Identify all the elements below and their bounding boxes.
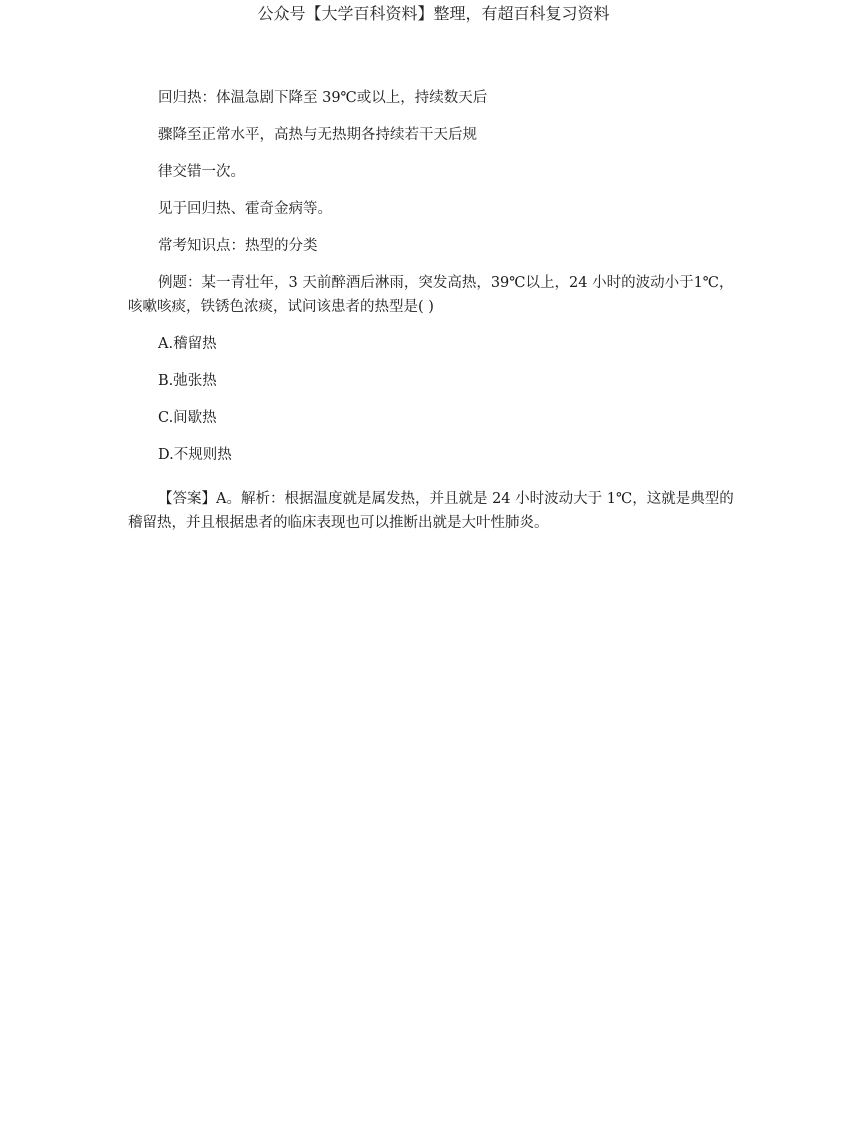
paragraph-relapsing-fever-2: 骤降至正常水平，高热与无热期各持续若干天后规	[158, 127, 477, 143]
option-c: C.间歇热	[158, 410, 217, 426]
answer-explanation: 【答案】A。解析：根据温度就是属发热，并且就是 24 小时波动大于 1℃，这就是典型的稽留热，并且根据患者的临床表现也可以推断出就是大叶性肺炎。	[128, 491, 734, 531]
paragraph-knowledge-point: 常考知识点：热型的分类	[158, 238, 318, 254]
document-body	[128, 86, 738, 548]
option-a: A.稽留热	[158, 336, 217, 352]
paragraph-seen-in: 见于回归热、霍奇金病等。	[158, 201, 332, 217]
option-d: D.不规则热	[158, 447, 232, 463]
paragraph-example-question: 例题：某一青壮年，3 天前醉酒后淋雨，突发高热，39℃以上，24 小时的波动小于1℃，咳嗽咳痰，铁锈色浓痰，试问该患者的热型是( )	[128, 275, 734, 315]
paragraph-relapsing-fever-3: 律交错一次。	[158, 164, 245, 180]
option-b: B.弛张热	[158, 373, 217, 389]
page-header: 公众号【大学百科资料】整理，有超百科复习资料	[257, 4, 610, 23]
paragraph-relapsing-fever-1: 回归热：体温急剧下降至 39℃或以上，持续数天后	[158, 90, 488, 106]
